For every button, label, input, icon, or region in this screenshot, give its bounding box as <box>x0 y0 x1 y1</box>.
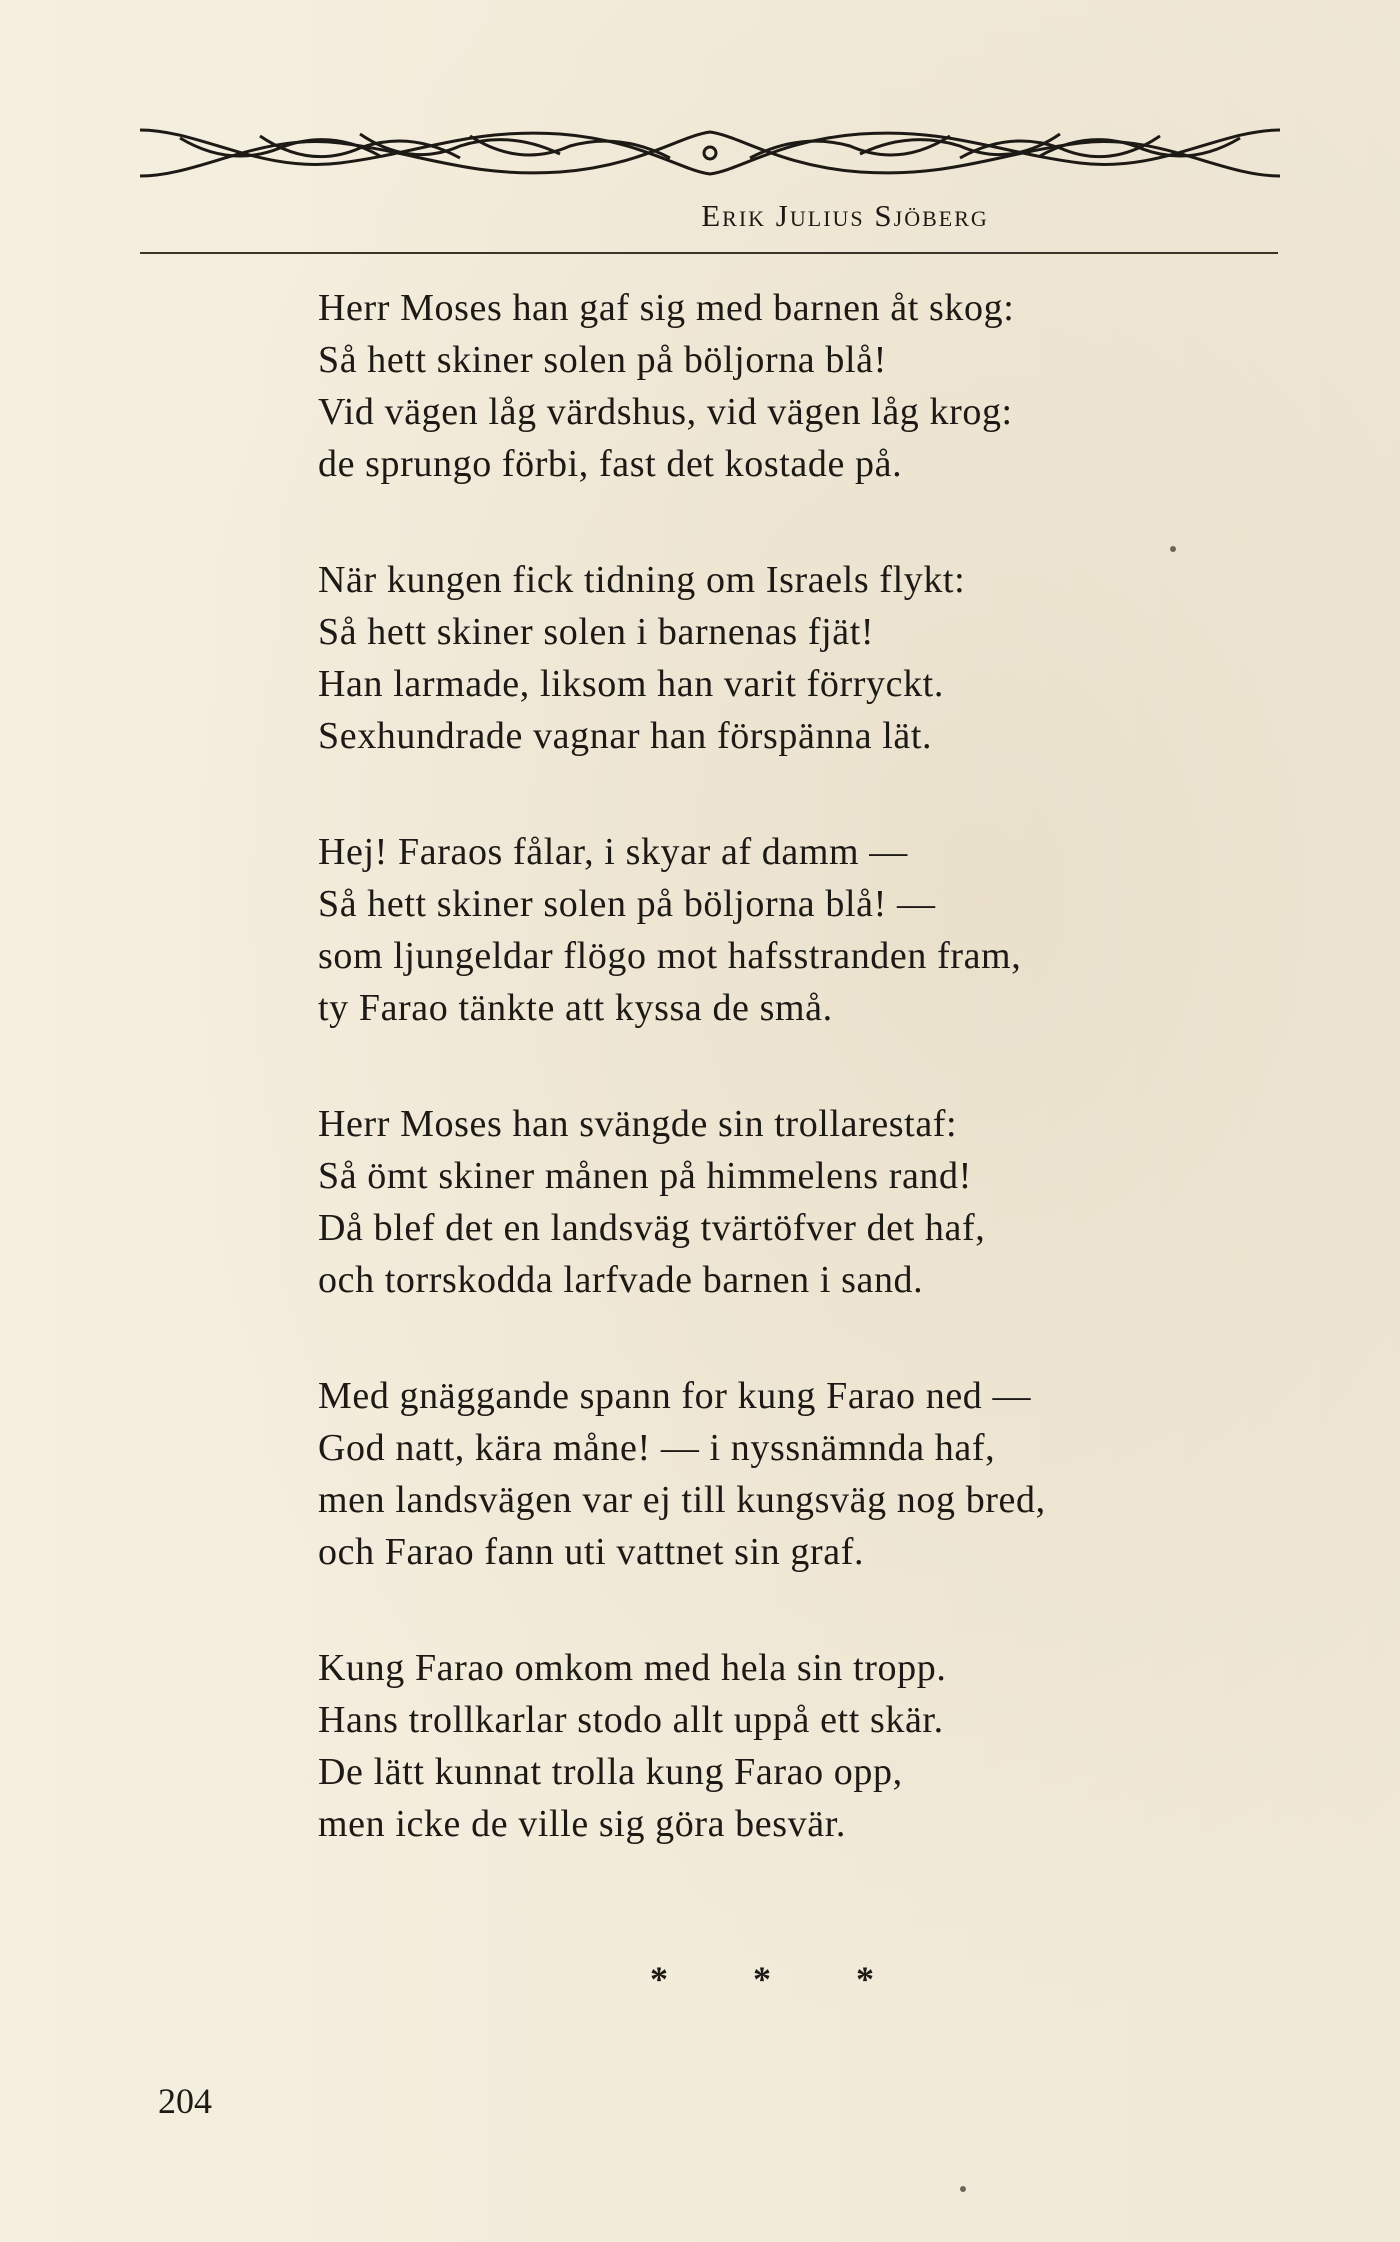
print-speck <box>1170 546 1176 552</box>
poem-line: De lätt kunnat trolla kung Farao opp, <box>318 1751 903 1793</box>
poem-line: men icke de ville sig göra besvär. <box>318 1803 846 1845</box>
print-speck <box>960 2186 966 2192</box>
poem-line: men landsvägen var ej till kungsväg nog bred, <box>318 1479 1046 1521</box>
poem-line: Herr Moses han svängde sin trollarestaf: <box>318 1103 958 1145</box>
stanza <box>318 1098 1238 1306</box>
stanza <box>318 282 1238 490</box>
poem-line: Kung Farao omkom med hela sin tropp. <box>318 1647 947 1689</box>
page-number: 204 <box>158 2081 212 2121</box>
poem-line: Hej! Faraos fålar, i skyar af damm — <box>318 831 908 873</box>
poem-line: som ljungeldar flögo mot hafsstranden fram, <box>318 935 1022 977</box>
decorative-border-ornament <box>140 118 1280 188</box>
poem-line: Så hett skiner solen i barnenas fjät! <box>318 611 875 653</box>
poem-line: Så ömt skiner månen på himmelens rand! <box>318 1155 972 1197</box>
poem-line: Då blef det en landsväg tvärtöfver det haf, <box>318 1207 986 1249</box>
poem-line: Med gnäggande spann for kung Farao ned — <box>318 1375 1032 1417</box>
poem-line: Hans trollkarlar stodo allt uppå ett skär. <box>318 1699 944 1741</box>
section-divider-asterisks: * * * <box>650 1959 912 1999</box>
poem-body <box>318 282 1238 1914</box>
stanza <box>318 1370 1238 1578</box>
poem-line: Så hett skiner solen på böljorna blå! — <box>318 883 936 925</box>
running-head-author: Erik Julius Sjöberg <box>701 198 989 233</box>
stanza <box>318 554 1238 762</box>
poem-line: Han larmade, liksom han varit förryckt. <box>318 663 944 705</box>
poem-line: och Farao fann uti vattnet sin graf. <box>318 1531 865 1573</box>
header-rule <box>140 252 1278 254</box>
poem-line: Sexhundrade vagnar han förspänna lät. <box>318 715 933 757</box>
poem-line: God natt, kära måne! — i nyssnämnda haf, <box>318 1427 996 1469</box>
poem-line: de sprungo förbi, fast det kostade på. <box>318 443 903 485</box>
poem-line: ty Farao tänkte att kyssa de små. <box>318 987 833 1029</box>
stanza <box>318 826 1238 1034</box>
poem-line: När kungen fick tidning om Israels flykt: <box>318 559 966 601</box>
poem-line: och torrskodda larfvade barnen i sand. <box>318 1259 924 1301</box>
poem-line: Herr Moses han gaf sig med barnen åt skog: <box>318 287 1015 329</box>
poem-line: Så hett skiner solen på böljorna blå! <box>318 339 887 381</box>
poem-line: Vid vägen låg värdshus, vid vägen låg krog: <box>318 391 1013 433</box>
stanza <box>318 1642 1238 1850</box>
